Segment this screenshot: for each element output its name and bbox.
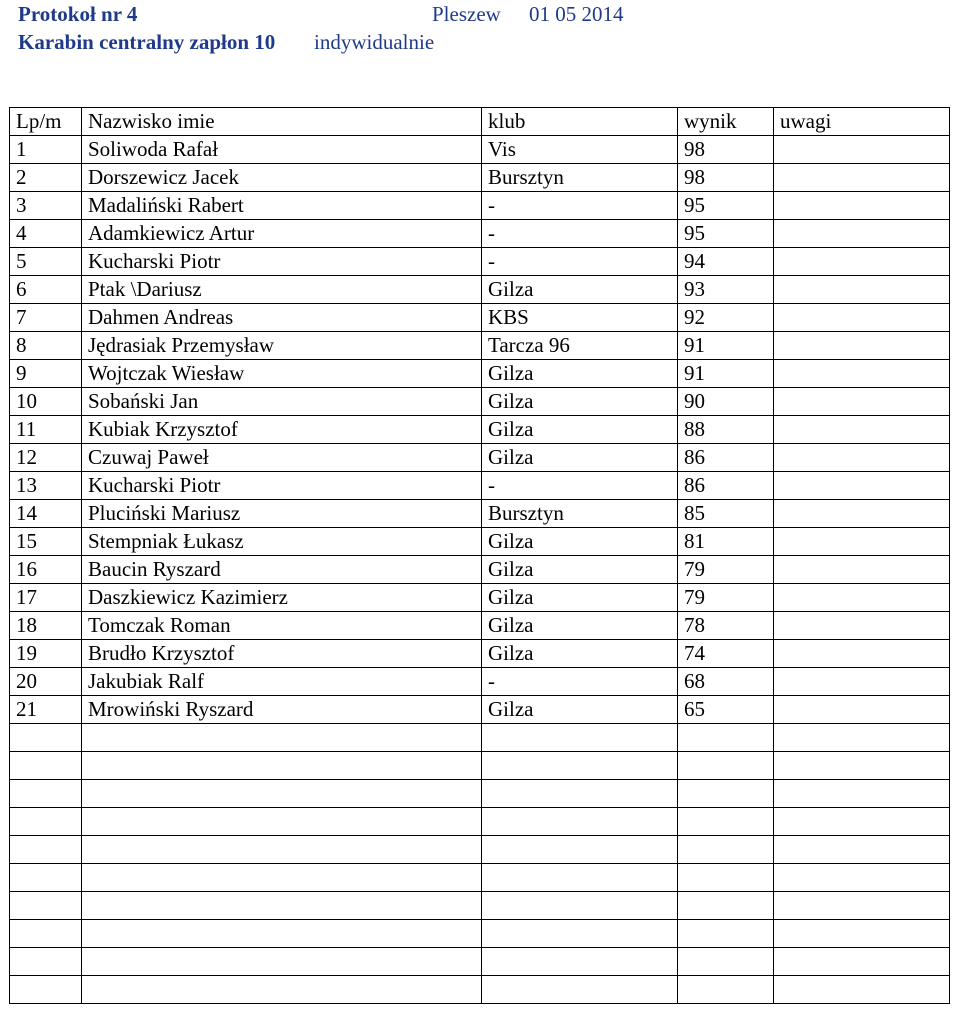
competition-type: indywidualnie [314,30,435,54]
event-place: Pleszew [432,2,501,26]
cell-notes [774,248,950,276]
cell-score: 90 [678,388,774,416]
protocol-number: Protokoł nr 4 [18,2,138,26]
cell-lp: 18 [10,612,82,640]
cell-lp: 21 [10,696,82,724]
cell-lp: 4 [10,220,82,248]
table-row [10,612,950,640]
cell-name: Sobański Jan [82,388,482,416]
cell-score: 85 [678,500,774,528]
cell-notes [774,220,950,248]
cell-lp: 9 [10,360,82,388]
cell-club: - [482,192,678,220]
cell-score: 91 [678,332,774,360]
cell-notes [774,360,950,388]
cell-score: 86 [678,472,774,500]
cell-name: Kucharski Piotr [82,472,482,500]
cell-notes [774,724,950,752]
cell-score [678,836,774,864]
header-line-1 [18,0,948,28]
table-row [10,164,950,192]
cell-lp: 14 [10,500,82,528]
table-row [10,528,950,556]
cell-lp [10,836,82,864]
cell-name [82,920,482,948]
cell-notes [774,136,950,164]
cell-notes [774,304,950,332]
cell-name: Soliwoda Rafał [82,136,482,164]
cell-lp: 19 [10,640,82,668]
cell-name: Kucharski Piotr [82,248,482,276]
cell-club [482,836,678,864]
cell-club: Bursztyn [482,164,678,192]
cell-score: 94 [678,248,774,276]
cell-notes [774,444,950,472]
cell-lp [10,752,82,780]
column-header-club: klub [482,108,678,136]
cell-club: - [482,472,678,500]
cell-lp: 16 [10,556,82,584]
cell-name: Dahmen Andreas [82,304,482,332]
cell-name: Daszkiewicz Kazimierz [82,584,482,612]
cell-notes [774,472,950,500]
cell-lp: 8 [10,332,82,360]
cell-club: Gilza [482,612,678,640]
cell-lp: 12 [10,444,82,472]
cell-score: 98 [678,136,774,164]
cell-score: 91 [678,360,774,388]
cell-notes [774,164,950,192]
table-row [10,304,950,332]
cell-score: 88 [678,416,774,444]
cell-notes [774,528,950,556]
cell-score: 81 [678,528,774,556]
cell-score: 93 [678,276,774,304]
table-row [10,416,950,444]
table-row [10,892,950,920]
cell-notes [774,836,950,864]
cell-score: 95 [678,220,774,248]
cell-club: - [482,248,678,276]
cell-lp: 1 [10,136,82,164]
cell-score [678,976,774,1004]
table-row [10,836,950,864]
cell-notes [774,612,950,640]
event-date: 01 05 2014 [529,2,624,26]
cell-name [82,808,482,836]
cell-name: Adamkiewicz Artur [82,220,482,248]
cell-name [82,780,482,808]
cell-club: Gilza [482,444,678,472]
cell-notes [774,808,950,836]
cell-club: Gilza [482,640,678,668]
cell-notes [774,276,950,304]
cell-score: 92 [678,304,774,332]
table-row [10,808,950,836]
table-row [10,948,950,976]
table-row [10,976,950,1004]
protocol-header [18,0,948,56]
table-row [10,780,950,808]
table-row [10,696,950,724]
cell-club: Gilza [482,360,678,388]
cell-name [82,892,482,920]
column-header-lp: Lp/m [10,108,82,136]
cell-notes [774,920,950,948]
table-row [10,640,950,668]
cell-lp [10,920,82,948]
cell-notes [774,752,950,780]
cell-club: - [482,668,678,696]
cell-score: 98 [678,164,774,192]
cell-notes [774,864,950,892]
table-header-row [10,108,950,136]
cell-lp: 6 [10,276,82,304]
cell-club [482,808,678,836]
cell-notes [774,892,950,920]
cell-lp: 15 [10,528,82,556]
table-row [10,752,950,780]
cell-name: Ptak \Dariusz [82,276,482,304]
cell-name [82,724,482,752]
cell-name [82,948,482,976]
table-row [10,472,950,500]
cell-club [482,892,678,920]
cell-score: 74 [678,640,774,668]
cell-notes [774,500,950,528]
cell-lp: 17 [10,584,82,612]
cell-notes [774,668,950,696]
cell-lp: 7 [10,304,82,332]
cell-club [482,864,678,892]
table-row [10,668,950,696]
cell-name: Pluciński Mariusz [82,500,482,528]
header-line-2 [18,28,948,56]
cell-lp: 3 [10,192,82,220]
cell-club: Gilza [482,416,678,444]
cell-club: Gilza [482,696,678,724]
cell-name: Tomczak Roman [82,612,482,640]
cell-name: Kubiak Krzysztof [82,416,482,444]
cell-score: 65 [678,696,774,724]
cell-notes [774,416,950,444]
cell-name: Czuwaj Paweł [82,444,482,472]
cell-lp: 13 [10,472,82,500]
cell-notes [774,192,950,220]
cell-score [678,948,774,976]
cell-score [678,920,774,948]
cell-score [678,780,774,808]
table-row [10,556,950,584]
cell-club: Vis [482,136,678,164]
column-header-name: Nazwisko imie [82,108,482,136]
cell-name: Jędrasiak Przemysław [82,332,482,360]
table-row [10,276,950,304]
cell-name: Dorszewicz Jacek [82,164,482,192]
cell-club: Gilza [482,388,678,416]
cell-lp: 10 [10,388,82,416]
cell-name [82,836,482,864]
cell-name [82,864,482,892]
cell-lp [10,864,82,892]
cell-name: Jakubiak Ralf [82,668,482,696]
cell-club: Gilza [482,584,678,612]
cell-lp [10,948,82,976]
cell-club: KBS [482,304,678,332]
cell-name: Brudło Krzysztof [82,640,482,668]
cell-score: 86 [678,444,774,472]
table-row [10,584,950,612]
table-row [10,388,950,416]
cell-club: Bursztyn [482,500,678,528]
cell-score: 95 [678,192,774,220]
table-row [10,332,950,360]
cell-club: - [482,220,678,248]
cell-name [82,976,482,1004]
table-row [10,136,950,164]
cell-lp: 5 [10,248,82,276]
cell-lp: 11 [10,416,82,444]
cell-score: 79 [678,556,774,584]
cell-notes [774,640,950,668]
table-row [10,220,950,248]
cell-club: Gilza [482,276,678,304]
cell-lp: 2 [10,164,82,192]
table-row [10,192,950,220]
cell-club [482,752,678,780]
cell-score: 68 [678,668,774,696]
table-row [10,360,950,388]
table-row [10,864,950,892]
cell-name [82,752,482,780]
cell-name: Mrowiński Ryszard [82,696,482,724]
cell-club [482,780,678,808]
cell-lp [10,976,82,1004]
cell-notes [774,948,950,976]
cell-club: Tarcza 96 [482,332,678,360]
cell-score: 78 [678,612,774,640]
cell-score [678,864,774,892]
table-row [10,500,950,528]
cell-lp [10,892,82,920]
cell-club [482,976,678,1004]
column-header-notes: uwagi [774,108,950,136]
cell-notes [774,780,950,808]
cell-name: Stempniak Łukasz [82,528,482,556]
cell-notes [774,976,950,1004]
cell-notes [774,696,950,724]
cell-club: Gilza [482,556,678,584]
cell-notes [774,332,950,360]
cell-notes [774,556,950,584]
cell-score [678,752,774,780]
cell-score [678,892,774,920]
table-row [10,920,950,948]
cell-score [678,724,774,752]
cell-club [482,948,678,976]
table-row [10,248,950,276]
cell-score: 79 [678,584,774,612]
competition-category: Karabin centralny zapłon 10 [18,30,276,54]
cell-lp: 20 [10,668,82,696]
cell-name: Madaliński Rabert [82,192,482,220]
cell-lp [10,724,82,752]
cell-club [482,920,678,948]
table-row [10,724,950,752]
cell-lp [10,808,82,836]
cell-club: Gilza [482,528,678,556]
cell-notes [774,388,950,416]
results-table [9,107,950,1004]
cell-name: Wojtczak Wiesław [82,360,482,388]
cell-notes [774,584,950,612]
column-header-score: wynik [678,108,774,136]
cell-lp [10,780,82,808]
cell-name: Baucin Ryszard [82,556,482,584]
table-row [10,444,950,472]
cell-club [482,724,678,752]
cell-score [678,808,774,836]
